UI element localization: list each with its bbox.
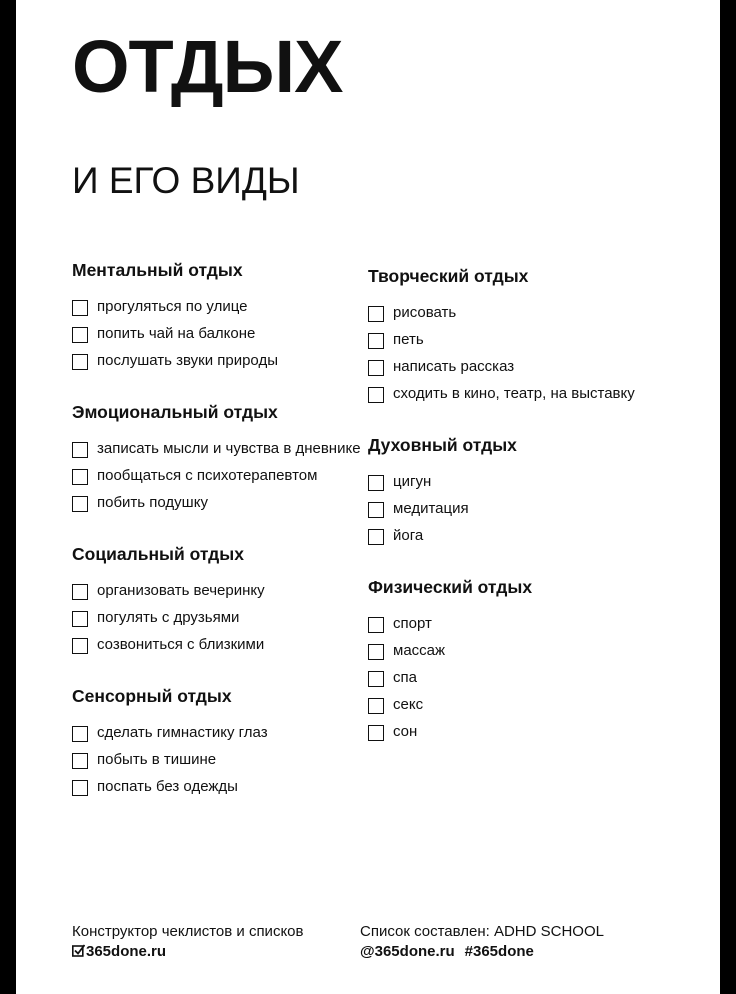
- checklist-item[interactable]: [368, 697, 658, 716]
- checkbox[interactable]: [368, 387, 384, 403]
- checklist-item[interactable]: [72, 299, 362, 318]
- checklist-item-label: побыть в тишине: [97, 751, 217, 768]
- checkbox[interactable]: [368, 671, 384, 687]
- checklist-section: [368, 577, 658, 743]
- checkbox[interactable]: [368, 475, 384, 491]
- checkbox[interactable]: [72, 442, 88, 458]
- checklist-item-label: организовать вечеринку: [97, 582, 265, 599]
- checklist-item-label: побить подушку: [97, 494, 208, 511]
- checklist-section: [368, 266, 658, 405]
- checklist-item[interactable]: [368, 332, 658, 351]
- checklist-item-label: секс: [393, 696, 424, 713]
- checklist-item-label: медитация: [393, 500, 469, 517]
- checklist-item-label: послушать звуки природы: [97, 352, 278, 369]
- checklist-item-label: цигун: [393, 473, 432, 490]
- checkbox[interactable]: [368, 502, 384, 518]
- checklist-item[interactable]: [368, 670, 658, 689]
- checklist-section: [72, 544, 362, 656]
- left-column: [72, 260, 362, 828]
- checklist-item[interactable]: [368, 386, 658, 405]
- checklist-item[interactable]: [368, 528, 658, 547]
- checklist-item[interactable]: [72, 326, 362, 345]
- checklist-item[interactable]: [72, 637, 362, 656]
- checkbox-check-icon: [72, 944, 85, 957]
- checklist-item-label: сон: [393, 723, 418, 740]
- checkbox[interactable]: [368, 617, 384, 633]
- checklist-section: [72, 686, 362, 798]
- checkbox[interactable]: [72, 780, 88, 796]
- page-subtitle: И ЕГО ВИДЫ: [72, 160, 300, 201]
- section-title: Физический отдых: [368, 577, 533, 597]
- checklist-item[interactable]: [368, 501, 658, 520]
- section-title: Духовный отдых: [368, 435, 517, 455]
- checklist-item-label: спорт: [393, 615, 432, 632]
- checklist-section: [72, 260, 362, 372]
- checkbox[interactable]: [368, 529, 384, 545]
- checklist-item-label: созвониться с близкими: [97, 636, 265, 653]
- right-column: [368, 266, 658, 773]
- section-title: Ментальный отдых: [72, 260, 243, 280]
- checklist-item[interactable]: [368, 643, 658, 662]
- section-title: Эмоциональный отдых: [72, 402, 278, 422]
- footer-author-text: Список составлен: ADHD SCHOOL: [360, 923, 604, 940]
- footer-site-text: 365done.ru: [86, 943, 167, 960]
- footer-handle[interactable]: @365done.ru: [360, 943, 455, 960]
- section-title: Сенсорный отдых: [72, 686, 232, 706]
- checkbox[interactable]: [72, 354, 88, 370]
- footer-constructor-text: Конструктор чеклистов и списков: [72, 923, 304, 940]
- checklist-item-label: написать рассказ: [393, 358, 515, 375]
- checklist-item[interactable]: [72, 495, 362, 514]
- checklist-item-label: сходить в кино, театр, на выставку: [393, 385, 635, 402]
- checklist-item[interactable]: [72, 468, 362, 487]
- checklist-item[interactable]: [72, 779, 362, 798]
- checklist-item[interactable]: [72, 725, 362, 744]
- checklist-item-label: сделать гимнастику глаз: [97, 724, 268, 741]
- checklist-page: [16, 0, 720, 994]
- checkbox[interactable]: [368, 725, 384, 741]
- checkbox[interactable]: [368, 360, 384, 376]
- checkbox[interactable]: [72, 638, 88, 654]
- checklist-item[interactable]: [368, 305, 658, 324]
- checkbox[interactable]: [72, 300, 88, 316]
- checklist-item-label: попить чай на балконе: [97, 325, 256, 342]
- footer-hashtag[interactable]: #365done: [464, 943, 534, 960]
- checkbox[interactable]: [72, 611, 88, 627]
- checkbox[interactable]: [72, 327, 88, 343]
- checklist-section: [368, 435, 658, 547]
- checklist-item-label: йога: [393, 527, 424, 544]
- checklist-item[interactable]: [368, 474, 658, 493]
- checklist-item[interactable]: [72, 583, 362, 602]
- footer-left: [72, 922, 303, 962]
- checkbox[interactable]: [368, 333, 384, 349]
- checklist-item[interactable]: [72, 610, 362, 629]
- checkbox[interactable]: [72, 584, 88, 600]
- checklist-item-label: массаж: [393, 642, 446, 659]
- checklist-item-label: прогуляться по улице: [97, 298, 248, 315]
- checkbox[interactable]: [72, 726, 88, 742]
- checklist-item-label: рисовать: [393, 304, 457, 321]
- checkbox[interactable]: [72, 753, 88, 769]
- checkbox[interactable]: [72, 469, 88, 485]
- checkbox[interactable]: [368, 698, 384, 714]
- checkbox[interactable]: [368, 306, 384, 322]
- checkbox[interactable]: [368, 644, 384, 660]
- checklist-item[interactable]: [368, 724, 658, 743]
- section-title: Творческий отдых: [368, 266, 529, 286]
- checklist-item[interactable]: [368, 359, 658, 378]
- checklist-section: [72, 402, 362, 514]
- page-title: ОТДЫХ: [72, 25, 343, 108]
- checklist-item-label: записать мысли и чувства в дневнике: [97, 440, 361, 457]
- checklist-item-label: петь: [393, 331, 424, 348]
- footer-right: [360, 922, 604, 962]
- checklist-item-label: поспать без одежды: [97, 778, 238, 795]
- checklist-item[interactable]: [368, 616, 658, 635]
- checklist-item-label: погулять с друзьями: [97, 609, 240, 626]
- footer-site-link[interactable]: [72, 942, 303, 962]
- checklist-item[interactable]: [72, 752, 362, 771]
- checkbox[interactable]: [72, 496, 88, 512]
- footer-handles: [360, 942, 604, 962]
- checklist-item[interactable]: [72, 441, 362, 460]
- checklist-item-label: спа: [393, 669, 417, 686]
- checklist-item[interactable]: [72, 353, 362, 372]
- section-title: Социальный отдых: [72, 544, 244, 564]
- checklist-item-label: пообщаться с психотерапевтом: [97, 467, 318, 484]
